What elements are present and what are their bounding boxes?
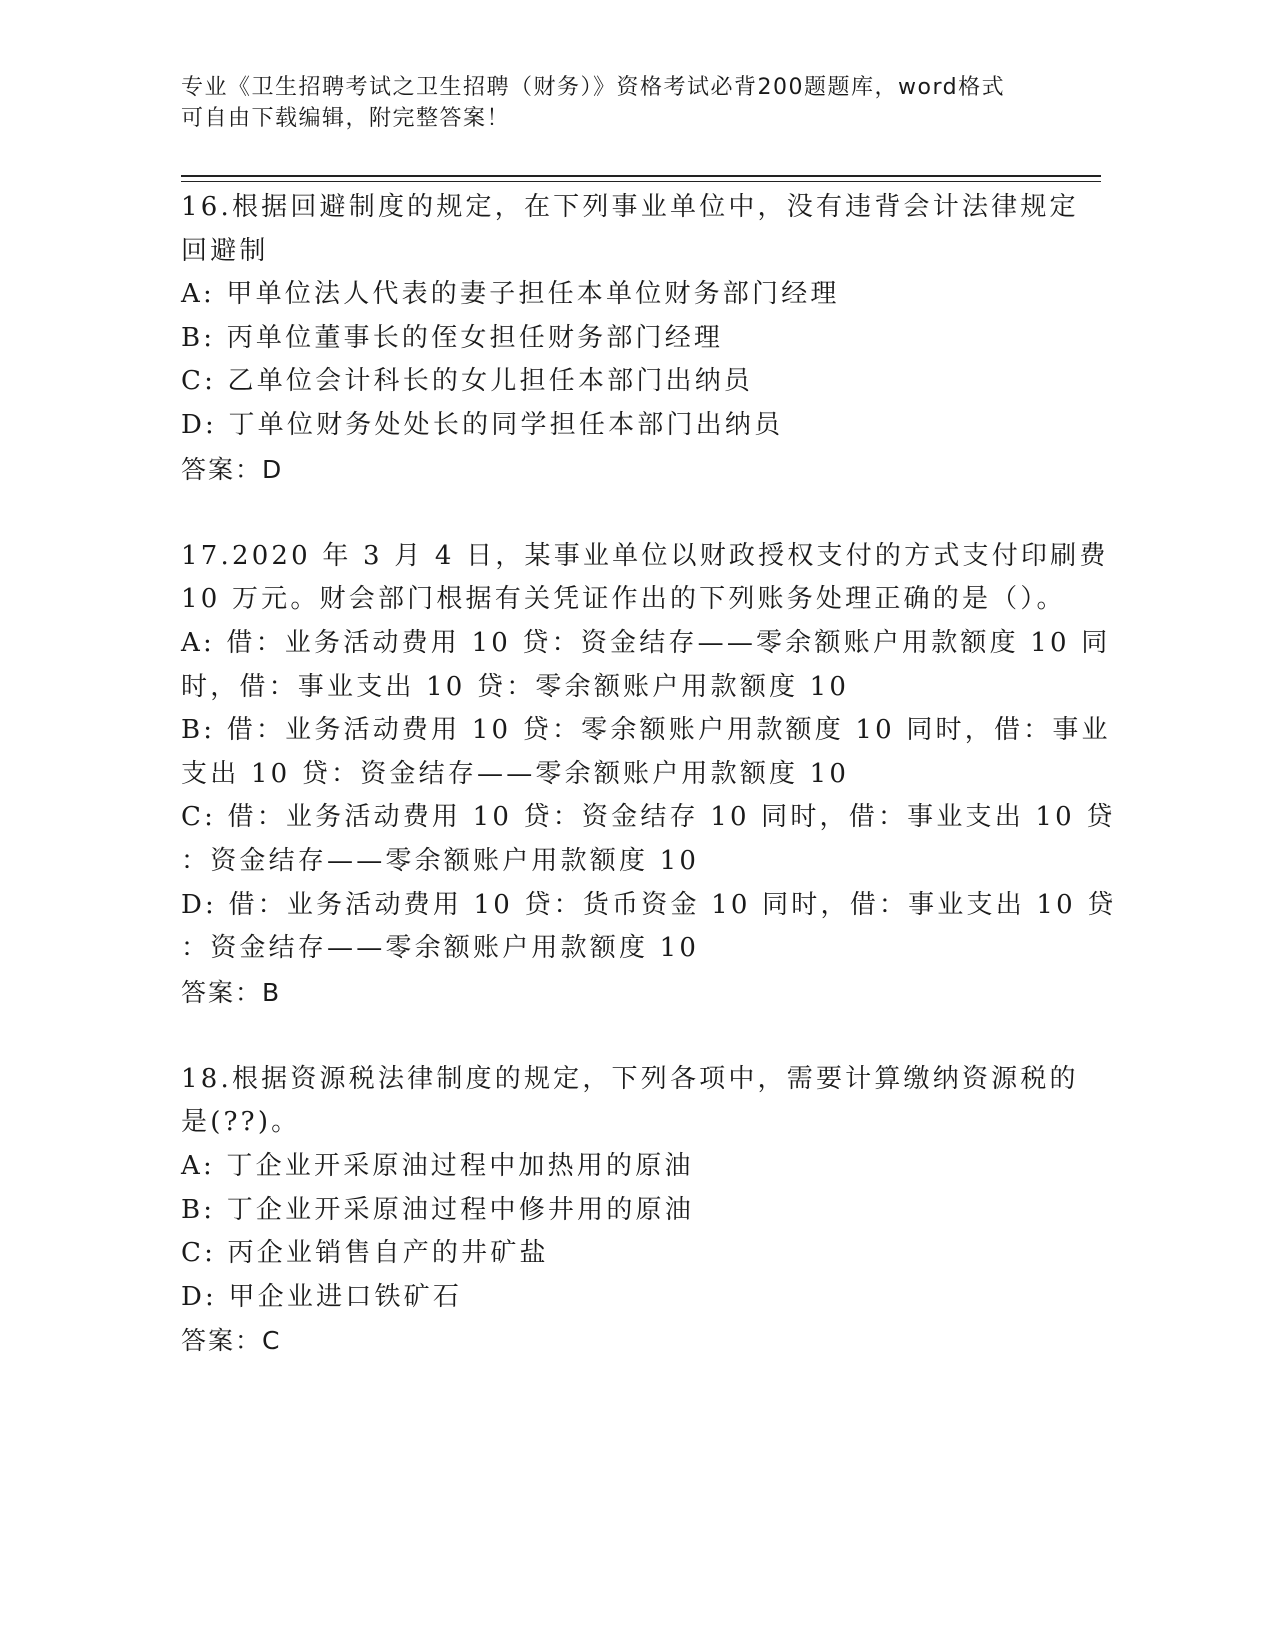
option-b-continued: 支出 10 贷：资金结存——零余额账户用款额度 10	[181, 758, 850, 789]
question-stem-line: 回避制	[181, 235, 269, 266]
option-b: B: 借：业务活动费用 10 贷：零余额账户用款额度 10 同时，借：事业	[181, 715, 1111, 746]
option-d: D: 借：业务活动费用 10 贷：货币资金 10 同时，借：事业支出 10 贷	[181, 889, 1117, 920]
question-list	[181, 186, 1117, 1363]
option-b: B: 丁企业开采原油过程中修井用的原油	[181, 1194, 694, 1225]
option-a-continued: 时，借：事业支出 10 贷：零余额账户用款额度 10	[181, 671, 850, 702]
answer-line: 答案：C	[181, 1326, 282, 1356]
header-line-2: 可自由下载编辑，附完整答案！	[181, 106, 511, 131]
option-a: A: 甲单位法人代表的妻子担任本单位财务部门经理	[181, 279, 840, 310]
question-stem-line: 10 万元。财会部门根据有关凭证作出的下列账务处理正确的是（）。	[181, 584, 1066, 615]
answer-line: 答案：D	[181, 454, 284, 484]
question-16	[181, 186, 1081, 491]
question-spacer	[181, 1014, 1081, 1058]
option-c-continued: ：资金结存——零余额账户用款额度 10	[181, 845, 700, 876]
option-c: C: 乙单位会计科长的女儿担任本部门出纳员	[181, 366, 754, 397]
answer-line: 答案：B	[181, 977, 282, 1007]
question-17	[181, 535, 1117, 1015]
header-line-1: 专业《卫生招聘考试之卫生招聘（财务）》资格考试必背200题题库，word格式	[181, 75, 1006, 100]
question-spacer	[181, 491, 1081, 535]
option-c: C: 丙企业销售自产的井矿盐	[181, 1238, 549, 1269]
header-divider-thick	[181, 175, 1101, 177]
question-stem-line: 17.2020 年 3 月 4 日，某事业单位以财政授权支付的方式支付印刷费	[181, 540, 1109, 571]
option-b: B: 丙单位董事长的侄女担任财务部门经理	[181, 322, 724, 353]
option-c: C: 借：业务活动费用 10 贷：资金结存 10 同时，借：事业支出 10 贷	[181, 802, 1116, 833]
option-d: D: 丁单位财务处处长的同学担任本部门出纳员	[181, 409, 784, 440]
option-a: A: 丁企业开采原油过程中加热用的原油	[181, 1151, 694, 1182]
document-header	[181, 72, 1061, 134]
header-divider-thin	[181, 181, 1101, 182]
option-a: A: 借：业务活动费用 10 贷：资金结存——零余额账户用款额度 10 同	[181, 627, 1111, 658]
question-stem-line: 是(??)。	[181, 1107, 301, 1138]
option-d: D: 甲企业进口铁矿石	[181, 1281, 463, 1312]
question-stem-line: 16.根据回避制度的规定，在下列事业单位中，没有违背会计法律规定	[181, 192, 1079, 222]
question-stem-line: 18.根据资源税法律制度的规定，下列各项中，需要计算缴纳资源税的	[181, 1063, 1079, 1094]
option-d-continued: ：资金结存——零余额账户用款额度 10	[181, 933, 700, 964]
question-18	[181, 1058, 1081, 1363]
